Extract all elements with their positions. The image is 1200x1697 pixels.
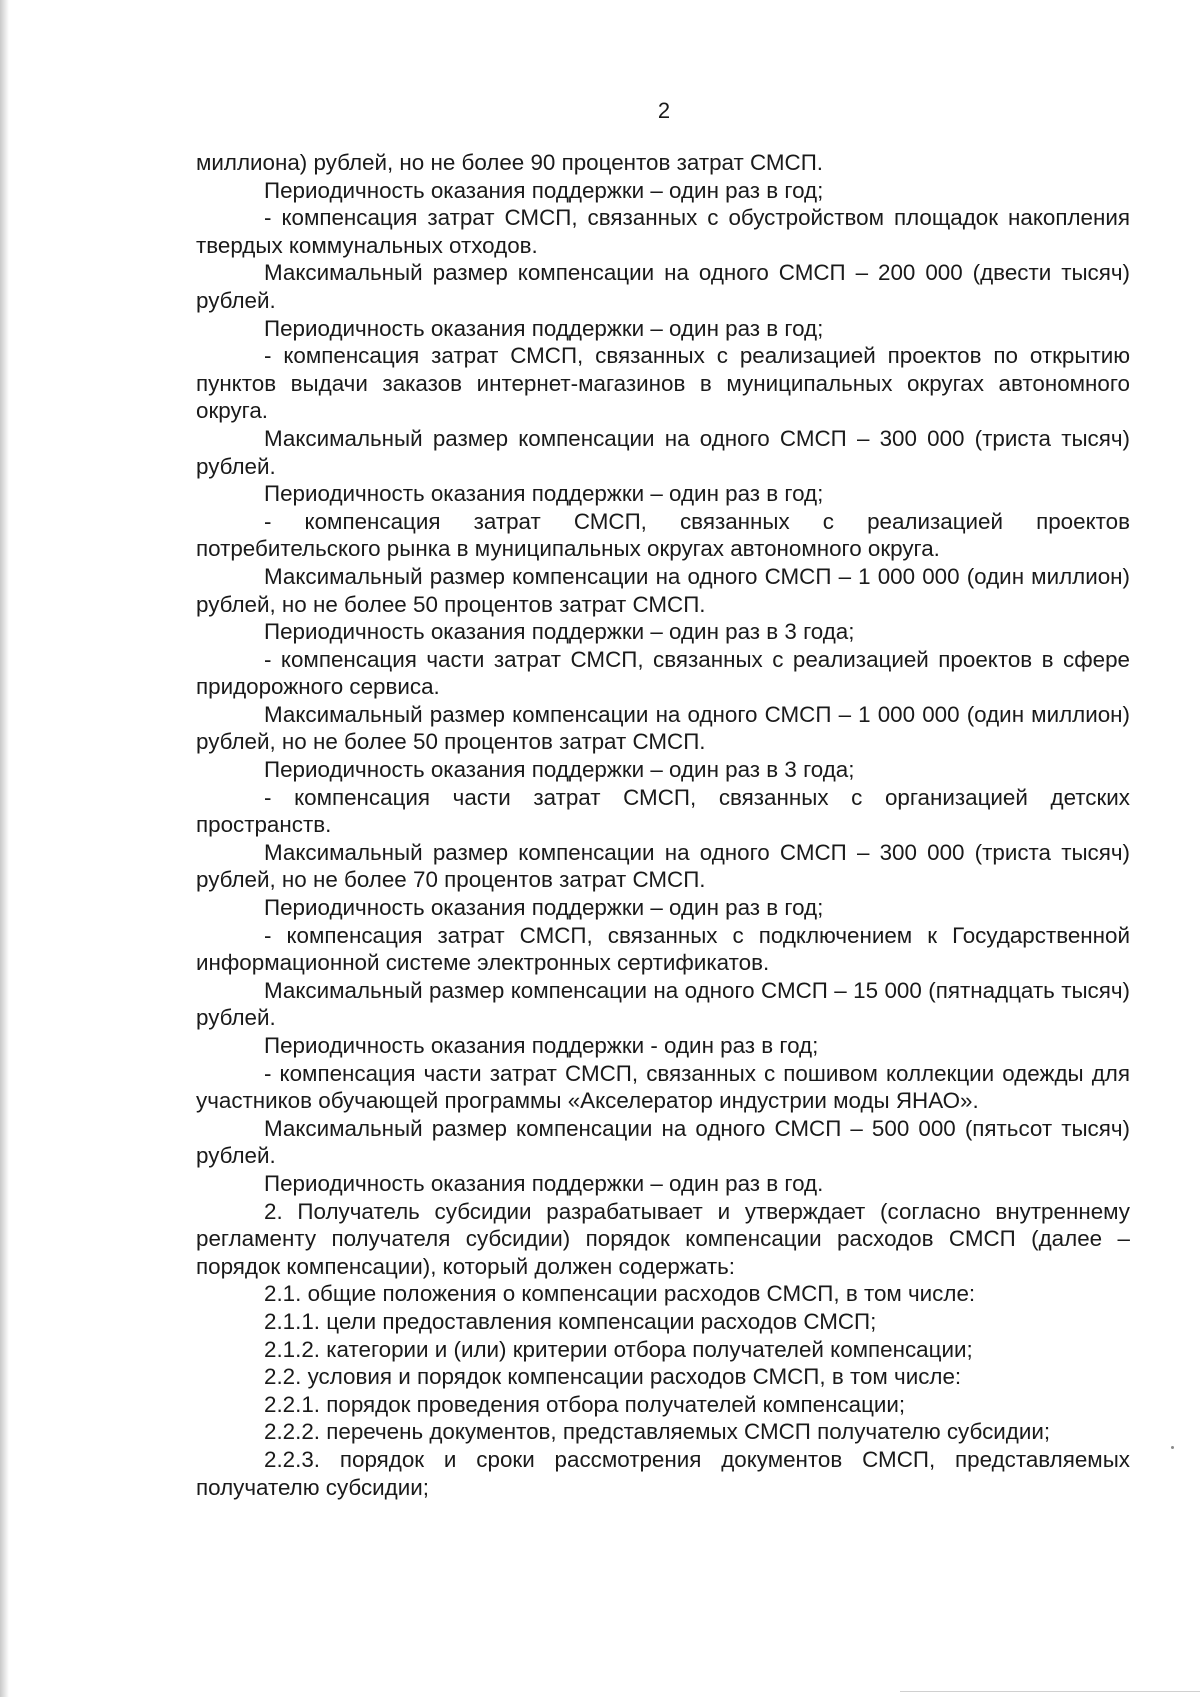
document-body <box>196 149 1130 1501</box>
paragraph: Периодичность оказания поддержки – один раз в 3 года; <box>264 619 855 645</box>
paragraph: Максимальный размер компенсации на одного СМСП – 300 000 (триста тысяч) рублей. <box>196 425 1130 479</box>
paragraph: 2.1.1. цели предоставления компенсации расходов СМСП; <box>264 1308 877 1334</box>
paragraph: 2.2.1. порядок проведения отбора получателей компенсации; <box>264 1391 906 1417</box>
paragraph: 2.2.3. порядок и сроки рассмотрения документов СМСП, представляемых получателю субсидии; <box>196 1446 1130 1500</box>
paragraph: Периодичность оказания поддержки - один раз в год; <box>264 1033 819 1058</box>
paragraph: Максимальный размер компенсации на одного СМСП – 200 000 (двести тысяч) рублей. <box>196 260 1130 313</box>
paragraph: 2.2.2. перечень документов, представляемых СМСП получателю субсидии; <box>264 1419 1051 1445</box>
paragraph: Периодичность оказания поддержки – один раз в год; <box>264 177 824 203</box>
paragraph: Максимальный размер компенсации на одного СМСП – 1 000 000 (один миллион) рублей, но не более 50 процентов затрат СМСП. <box>196 701 1130 755</box>
paragraph: 2.1. общие положения о компенсации расходов СМСП, в том числе: <box>264 1281 976 1307</box>
paragraph: Периодичность оказания поддержки – один раз в год; <box>264 895 824 921</box>
page-number: 2 <box>657 98 671 123</box>
paragraph: Периодичность оказания поддержки – один раз в год. <box>264 1170 824 1196</box>
scan-shadow-edge <box>0 0 9 1697</box>
paragraph: Максимальный размер компенсации на одного СМСП – 300 000 (триста тысяч) рублей, но не более 70 процентов затрат СМСП. <box>196 839 1130 893</box>
paragraph: Максимальный размер компенсации на одного СМСП – 15 000 (пятнадцать тысяч) рублей. <box>196 977 1130 1031</box>
paragraph: Максимальный размер компенсации на одного СМСП – 500 000 (пятьсот тысяч) рублей. <box>196 1115 1130 1169</box>
paragraph: - компенсация части затрат СМСП, связанных с организацией детских пространств. <box>196 784 1130 838</box>
paragraph: 2.1.2. категории и (или) критерии отбора получателей компенсации; <box>264 1336 973 1362</box>
paragraph: - компенсация части затрат СМСП, связанных с реализацией проектов в сфере придорожного сервиса. <box>196 646 1130 700</box>
paragraph: Периодичность оказания поддержки – один раз в 3 года; <box>264 757 855 783</box>
paragraph: Периодичность оказания поддержки – один раз в год; <box>264 481 824 507</box>
paragraph: 2. Получатель субсидии разрабатывает и утверждает (согласно внутреннему регламенту получателя субсидии) порядок компенсации расходов СМСП (далее – порядок компенсации), который должен содержать: <box>196 1198 1130 1279</box>
paragraph: Максимальный размер компенсации на одного СМСП – 1 000 000 (один миллион) рублей, но не более 50 процентов затрат СМСП. <box>196 563 1130 617</box>
paragraph: - компенсация затрат СМСП, связанных с реализацией проектов потребительского рынка в муниципальных округах автономного округа. <box>196 508 1130 562</box>
paragraph: - компенсация части затрат СМСП, связанных с пошивом коллекции одежды для участников обучающей программы «Акселератор индустрии моды ЯНАО». <box>196 1060 1130 1114</box>
paragraph: миллиона) рублей, но не более 90 процентов затрат СМСП. <box>196 150 824 175</box>
scan-speck <box>1171 1446 1174 1449</box>
paragraph: - компенсация затрат СМСП, связанных с обустройством площадок накопления твердых коммунальных отходов. <box>196 205 1130 258</box>
paragraph: - компенсация затрат СМСП, связанных с подключением к Государственной информационной системе электронных сертификатов. <box>196 922 1130 976</box>
paragraph: - компенсация затрат СМСП, связанных с реализацией проектов по открытию пунктов выдачи заказов интернет-магазинов в муниципальных округах автономного округа. <box>196 343 1130 424</box>
scan-bottom-line <box>900 1691 1200 1692</box>
paragraph: Периодичность оказания поддержки – один раз в год; <box>264 315 824 341</box>
paragraph: 2.2. условия и порядок компенсации расходов СМСП, в том числе: <box>264 1364 962 1390</box>
